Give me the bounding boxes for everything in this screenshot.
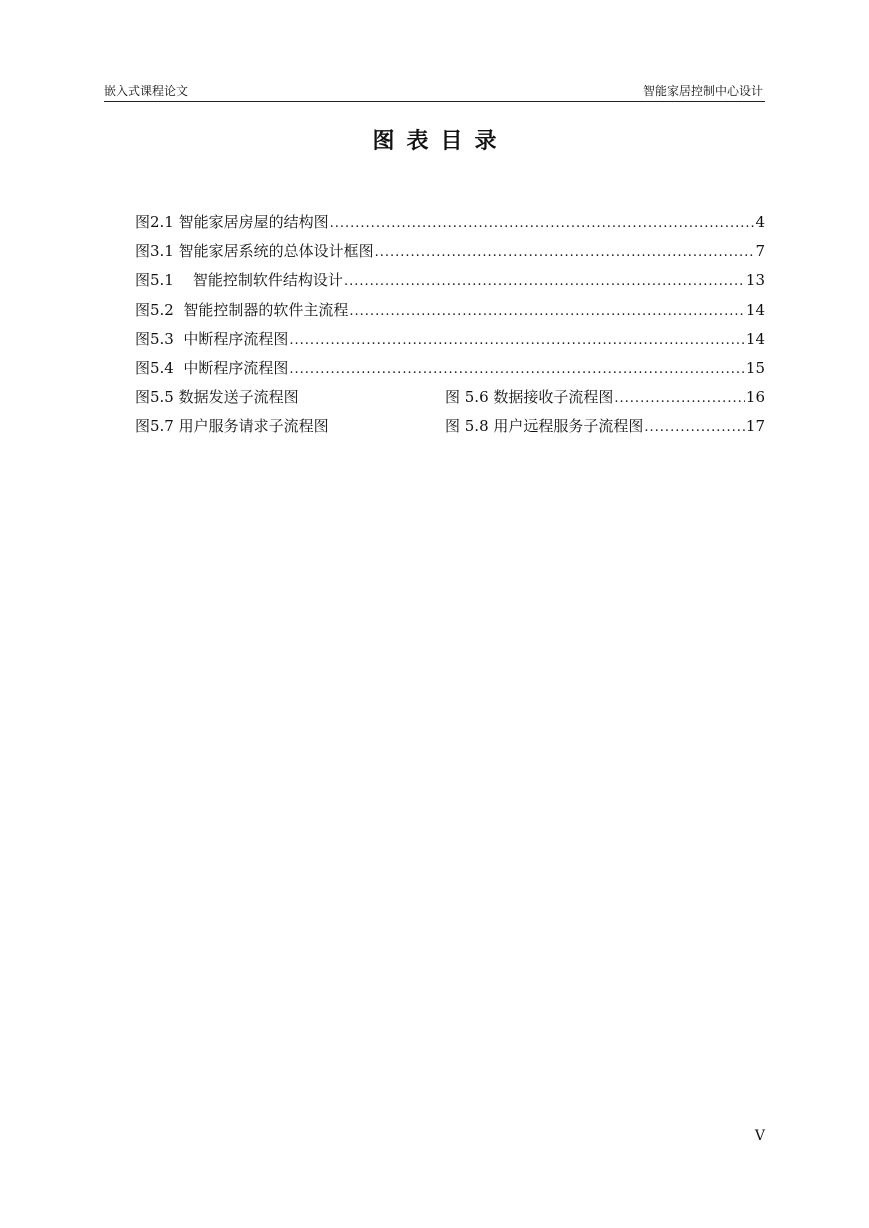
toc-entry[interactable]: [135, 208, 765, 237]
page-header: [104, 80, 765, 102]
toc-entry-page: 14: [745, 300, 765, 319]
toc-entry[interactable]: [135, 325, 765, 354]
toc-entry-label[interactable]: 图5.7 用户服务请求子流程图: [135, 417, 329, 436]
toc-entry-label: 图2.1 智能家居房屋的结构图: [135, 213, 329, 231]
toc-entry-page: 14: [745, 329, 765, 348]
toc-entry-label[interactable]: 图5.5 数据发送子流程图: [135, 388, 299, 407]
toc-entry-page: 16: [745, 388, 765, 407]
header-right-text: 智能家居控制中心设计: [642, 84, 763, 98]
toc-entry-page: 7: [755, 242, 765, 261]
toc-entry-label: 图5.2 智能控制器的软件主流程: [135, 300, 349, 319]
toc-entry[interactable]: [135, 354, 765, 383]
dot-leader: [644, 413, 745, 442]
toc-entry-label: 图3.1 智能家居系统的总体设计框图: [135, 242, 374, 261]
dot-leader: [344, 267, 745, 296]
dot-leader: [614, 384, 745, 413]
toc-entry-label: 图 5.6 数据接收子流程图: [445, 388, 614, 407]
toc-entry-page: 15: [745, 358, 765, 377]
toc-entry[interactable]: [135, 296, 765, 325]
toc-entry-label: 图5.4 中断程序流程图: [135, 358, 289, 377]
dot-leader: [289, 355, 745, 384]
toc-entry[interactable]: [445, 383, 765, 413]
page-title: 图表目录: [372, 128, 509, 154]
dot-leader: [375, 238, 755, 267]
toc-entry[interactable]: [445, 412, 765, 442]
toc-entry-label: 图5.3 中断程序流程图: [135, 329, 289, 348]
dot-leader: [330, 209, 755, 238]
toc-entry-pair: [135, 383, 765, 412]
header-left-text: 嵌入式课程论文: [104, 84, 189, 98]
toc-entry[interactable]: [135, 237, 765, 266]
figure-list: [135, 208, 765, 442]
toc-entry-label: 图 5.8 用户远程服务子流程图: [445, 417, 644, 436]
toc-entry[interactable]: [135, 266, 765, 295]
toc-entry-page: 4: [755, 213, 765, 231]
dot-leader: [349, 297, 745, 326]
toc-entry-page: 13: [745, 271, 765, 290]
dot-leader: [289, 326, 745, 355]
toc-entry-page: 17: [745, 417, 765, 436]
footer-page-number: V: [754, 1128, 765, 1144]
toc-entry-pair: [135, 412, 765, 441]
toc-entry-label: 图5.1 智能控制软件结构设计: [135, 271, 343, 290]
